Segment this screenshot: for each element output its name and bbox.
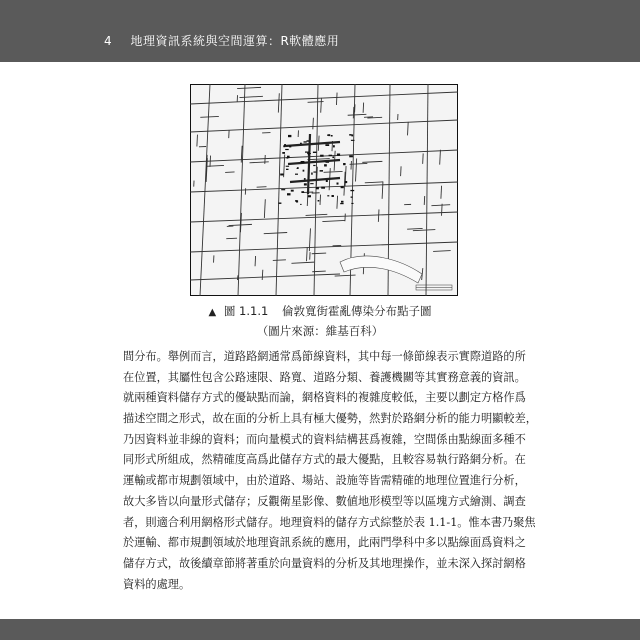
running-header (104, 32, 339, 49)
book-title: 地理資訊系統與空間運算：R軟體應用 (130, 34, 340, 48)
page-footer (0, 619, 640, 640)
page-header (0, 0, 640, 62)
body-line: 乃因資料並非線的資料；而向量模式的資料結構甚爲複雜，空間係由點線面多種不 (123, 432, 526, 446)
body-line: 在位置，其屬性包含公路速限、路寬、道路分類、養護機關等其實務意義的資訊。 (123, 370, 526, 384)
cholera-map-figure (190, 84, 458, 296)
body-line: 故大多皆以向量形式儲存；反觀衛星影像、數値地形模型等以區塊方式繪測、調查 (123, 494, 526, 508)
body-line: 資料的處理。 (123, 577, 191, 591)
figure-caption (0, 303, 640, 319)
body-line: 同形式所組成，然精確度高爲此儲存方式的最大優點，且較容易執行路網分析。在 (123, 453, 526, 467)
body-line: 於運輸、都市規劃領域於地理資訊系統的應用，此兩門學科中多以點線面爲資料之 (123, 536, 526, 550)
body-line: 者，則適合利用網格形式儲存。地理資料的儲存方式綜整於表 1.1-1。惟本書乃聚焦 (123, 515, 536, 529)
body-line: 運輸或都市規劃領域中，由於道路、場站、設施等皆需精確的地理位置進行分析， (123, 474, 526, 488)
figure-title: 倫敦寬街霍亂傳染分布點子圖 (281, 304, 432, 318)
body-line: 就兩種資料儲存方式的優缺點而論，網格資料的複雜度較低，主要以劃定方格作爲 (123, 391, 526, 405)
figure-number: 圖 1.1.1 (223, 304, 269, 318)
body-line: 儲存方式，故後續章節將著重於向量資料的分析及其地理操作，並未深入探討網格 (123, 556, 526, 570)
body-line: 描述空間之形式，故在面的分析上具有極大優勢，然對於路網分析的能力明顯較差， (123, 412, 537, 426)
body-paragraph (123, 347, 537, 595)
page-number: 4 (104, 34, 113, 48)
triangle-marker-icon: ▲ (208, 307, 217, 318)
body-line: 間分布。舉例而言，道路路網通常爲節線資料，其中每一條節線表示實際道路的所 (123, 350, 526, 363)
street-map-image (190, 84, 458, 296)
figure-source: （圖片來源：維基百科） (256, 324, 384, 338)
